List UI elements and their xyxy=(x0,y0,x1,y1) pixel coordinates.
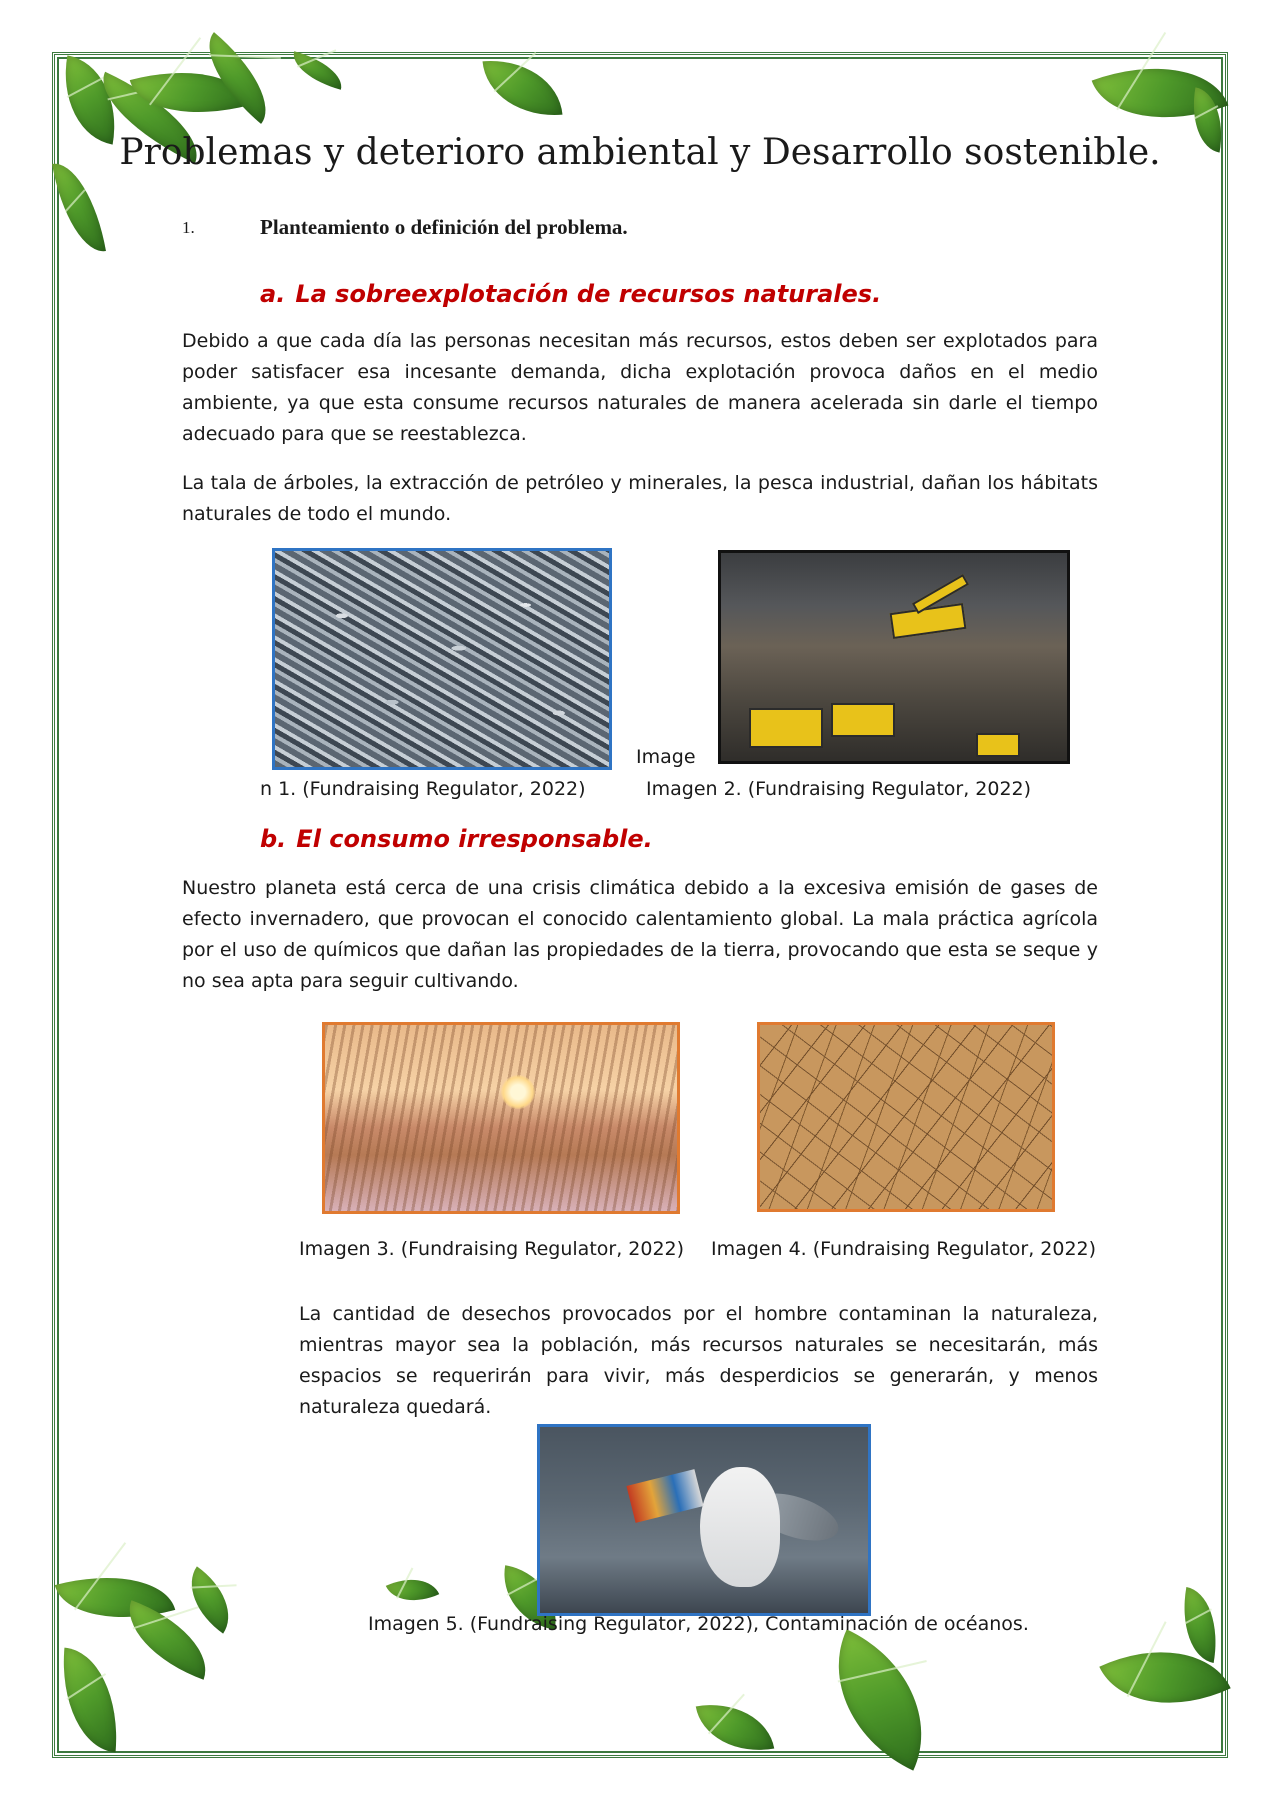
page-title: Problemas y deterioro ambiental y Desarrollo sostenible. xyxy=(119,132,1161,173)
caption-image-1-part-1: Image xyxy=(636,746,696,768)
subsection-b-label: b. xyxy=(260,825,287,853)
section-number: 1. xyxy=(182,218,195,237)
subsection-a-label: a. xyxy=(260,280,286,308)
image-harvest-field xyxy=(322,1022,680,1214)
caption-image-1-part-2: n 1. (Fundraising Regulator, 2022) xyxy=(260,778,586,800)
caption-image-4: Imagen 4. (Fundraising Regulator, 2022) xyxy=(711,1238,1097,1260)
paragraph-a2: La tala de árboles, la extracción de petróleo y minerales, la pesca industrial, dañan los hábitats naturales de todo el mundo. xyxy=(182,472,1098,525)
caption-image-5: Imagen 5. (Fundraising Regulator, 2022), Contaminación de océanos. xyxy=(368,1613,1029,1635)
paragraph-b1: Nuestro planeta está cerca de una crisis climática debido a la excesiva emisión de gases de efecto invernadero, que provocan el conocido calentamiento global. La mala práctica agrícola por el uso de químicos que dañan las propiedades de la tierra, provocando que esta se seque y no sea apta para seguir cultivando. xyxy=(182,877,1098,992)
subsection-a-title: La sobreexplotación de recursos naturales. xyxy=(295,280,882,308)
caption-image-3: Imagen 3. (Fundraising Regulator, 2022) xyxy=(299,1238,685,1260)
section-heading: Planteamiento o definición del problema. xyxy=(260,215,628,239)
subsection-b-title: El consumo irresponsable. xyxy=(296,825,653,853)
image-seagull-trash xyxy=(537,1424,871,1616)
subsection-b-heading xyxy=(260,825,653,853)
paragraph-b2: La cantidad de desechos provocados por el hombre contaminan la naturaleza, mientras mayor sea la población, más recursos naturales se necesitarán, más espacios se requerirán para vivir, más desperdicios se generarán, y menos naturaleza quedará. xyxy=(299,1303,1098,1418)
caption-image-2: Imagen 2. (Fundraising Regulator, 2022) xyxy=(646,778,1032,800)
image-fish-catch xyxy=(272,548,612,770)
image-cracked-soil xyxy=(757,1022,1055,1212)
image-open-pit-mine xyxy=(718,550,1070,764)
paragraph-a1: Debido a que cada día las personas necesitan más recursos, estos deben ser explotados para poder satisfacer esa incesante demanda, dicha explotación provoca daños en el medio ambiente, ya que esta consume recursos naturales de manera acelerada sin darle el tiempo adecuado para que se reestablezca. xyxy=(182,330,1098,445)
subsection-a-heading xyxy=(260,280,881,308)
